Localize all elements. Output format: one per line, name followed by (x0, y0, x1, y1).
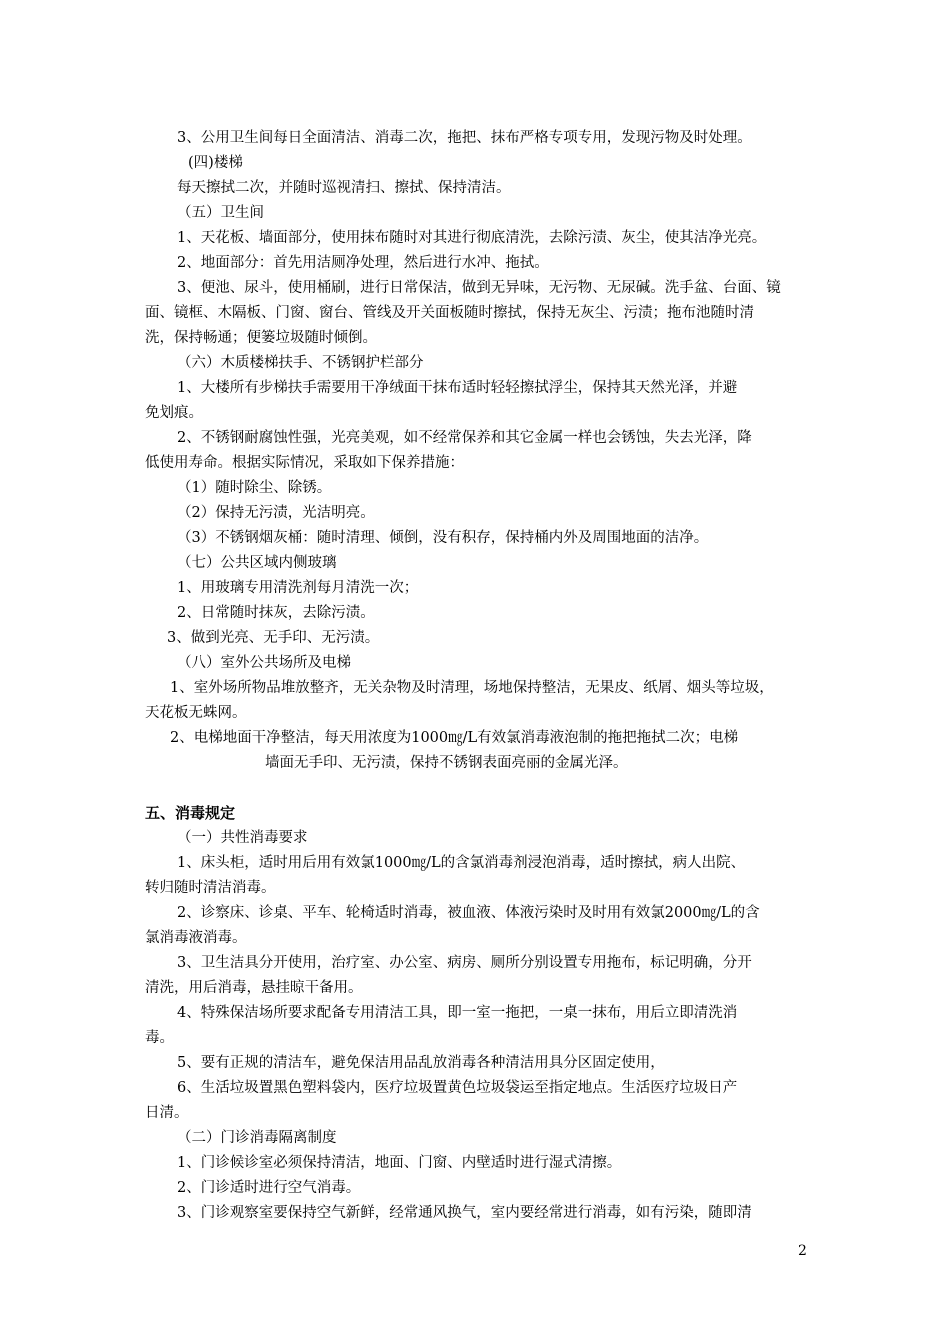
text-line: 2、地面部分：首先用洁厕净处理，然后进行水冲、拖拭。 (177, 255, 549, 271)
text-line: 3、卫生洁具分开使用，治疗室、办公室、病房、厕所分别设置专用拖布，标记明确，分开 (177, 955, 752, 971)
text-line: 2、门诊适时进行空气消毒。 (177, 1180, 361, 1196)
text-line: 低使用寿命。根据实际情况，采取如下保养措施： (145, 455, 464, 471)
text-line: 2、不锈钢耐腐蚀性强，光亮美观，如不经常保养和其它金属一样也会锈蚀，失去光泽，降 (177, 430, 752, 446)
text-line: （3）不锈钢烟灰桶：随时清理、倾倒，没有积存，保持桶内外及周围地面的洁净。 (177, 530, 709, 546)
section-heading: （七）公共区域内侧玻璃 (177, 555, 337, 571)
text-line: 3、公用卫生间每日全面清洁、消毒二次，拖把、抹布严格专项专用，发现污物及时处理。 (177, 130, 752, 146)
text-line: 3、门诊观察室要保持空气新鲜，经常通风换气，室内要经常进行消毒，如有污染，随即清 (177, 1205, 752, 1221)
text-line: 1、天花板、墙面部分，使用抹布随时对其进行彻底清洗，去除污渍、灰尘，使其洁净光亮。 (177, 230, 767, 246)
text-line: 3、做到光亮、无手印、无污渍。 (167, 630, 380, 646)
text-line: （1）随时除尘、除锈。 (177, 480, 332, 496)
section-heading: （六）木质楼梯扶手、不锈钢护栏部分 (177, 355, 424, 371)
text-line: 5、要有正规的清洁车，避免保洁用品乱放消毒各种清洁用具分区固定使用， (177, 1055, 665, 1071)
text-line: 2、日常随时抹灰，去除污渍。 (177, 605, 375, 621)
text-line: 1、床头柜，适时用后用有效氯1000㎎/L的含氯消毒剂浸泡消毒，适时擦拭，病人出院、 (177, 855, 746, 871)
text-line: 日清。 (145, 1105, 189, 1121)
section-heading: (四)楼梯 (188, 155, 243, 171)
text-line: 转归随时清洁消毒。 (145, 880, 276, 896)
text-line: 免划痕。 (145, 405, 203, 421)
text-line: 2、诊察床、诊桌、平车、轮椅适时消毒，被血液、体液污染时及时用有效氯2000㎎/L的含 (177, 905, 760, 921)
text-line: 面、镜框、木隔板、门窗、窗台、管线及开关面板随时擦拭，保持无灰尘、污渍；拖布池随时清 (145, 305, 754, 321)
text-line: 1、门诊候诊室必须保持清洁，地面、门窗、内壁适时进行湿式清擦。 (177, 1155, 622, 1171)
text-line: 氯消毒液消毒。 (145, 930, 247, 946)
section-heading: （八）室外公共场所及电梯 (177, 655, 351, 671)
text-line: 天花板无蛛网。 (145, 705, 247, 721)
text-line: （2）保持无污渍，光洁明亮。 (177, 505, 375, 521)
text-line: 洗，保持畅通；便篓垃圾随时倾倒。 (145, 330, 377, 346)
section-heading: （一）共性消毒要求 (177, 830, 308, 846)
text-line: 1、室外场所物品堆放整齐，无关杂物及时清理，场地保持整洁，无果皮、纸屑、烟头等垃圾， (170, 680, 774, 696)
text-line: 4、特殊保洁场所要求配备专用清洁工具，即一室一拖把，一桌一抹布，用后立即清洗消 (177, 1005, 738, 1021)
text-line: 1、大楼所有步梯扶手需要用干净绒面干抹布适时轻轻擦拭浮尘，保持其天然光泽，并避 (177, 380, 738, 396)
section-heading: （二）门诊消毒隔离制度 (177, 1130, 337, 1146)
text-line: 每天擦拭二次，并随时巡视清扫、擦拭、保持清洁。 (177, 180, 511, 196)
section-heading: （五）卫生间 (177, 205, 264, 221)
text-line: 3、便池、尿斗，使用桶刷，进行日常保洁，做到无异味，无污物、无尿碱。洗手盆、台面、镜 (177, 280, 781, 296)
text-line: 2、电梯地面干净整洁，每天用浓度为1000㎎/L有效氯消毒液泡制的拖把拖拭二次；电梯 (170, 730, 739, 746)
text-line: 毒。 (145, 1030, 174, 1046)
chapter-heading: 五、消毒规定 (145, 804, 236, 822)
text-line: 墙面无手印、无污渍，保持不锈钢表面亮丽的金属光泽。 (265, 755, 628, 771)
text-line: 6、生活垃圾置黑色塑料袋内，医疗垃圾置黄色垃圾袋运至指定地点。生活医疗垃圾日产 (177, 1080, 738, 1096)
text-line: 清洗，用后消毒，悬挂晾干备用。 (145, 980, 363, 996)
text-line: 1、用玻璃专用清洗剂每月清洗一次； (177, 580, 419, 596)
page-number: 2 (798, 1243, 807, 1259)
